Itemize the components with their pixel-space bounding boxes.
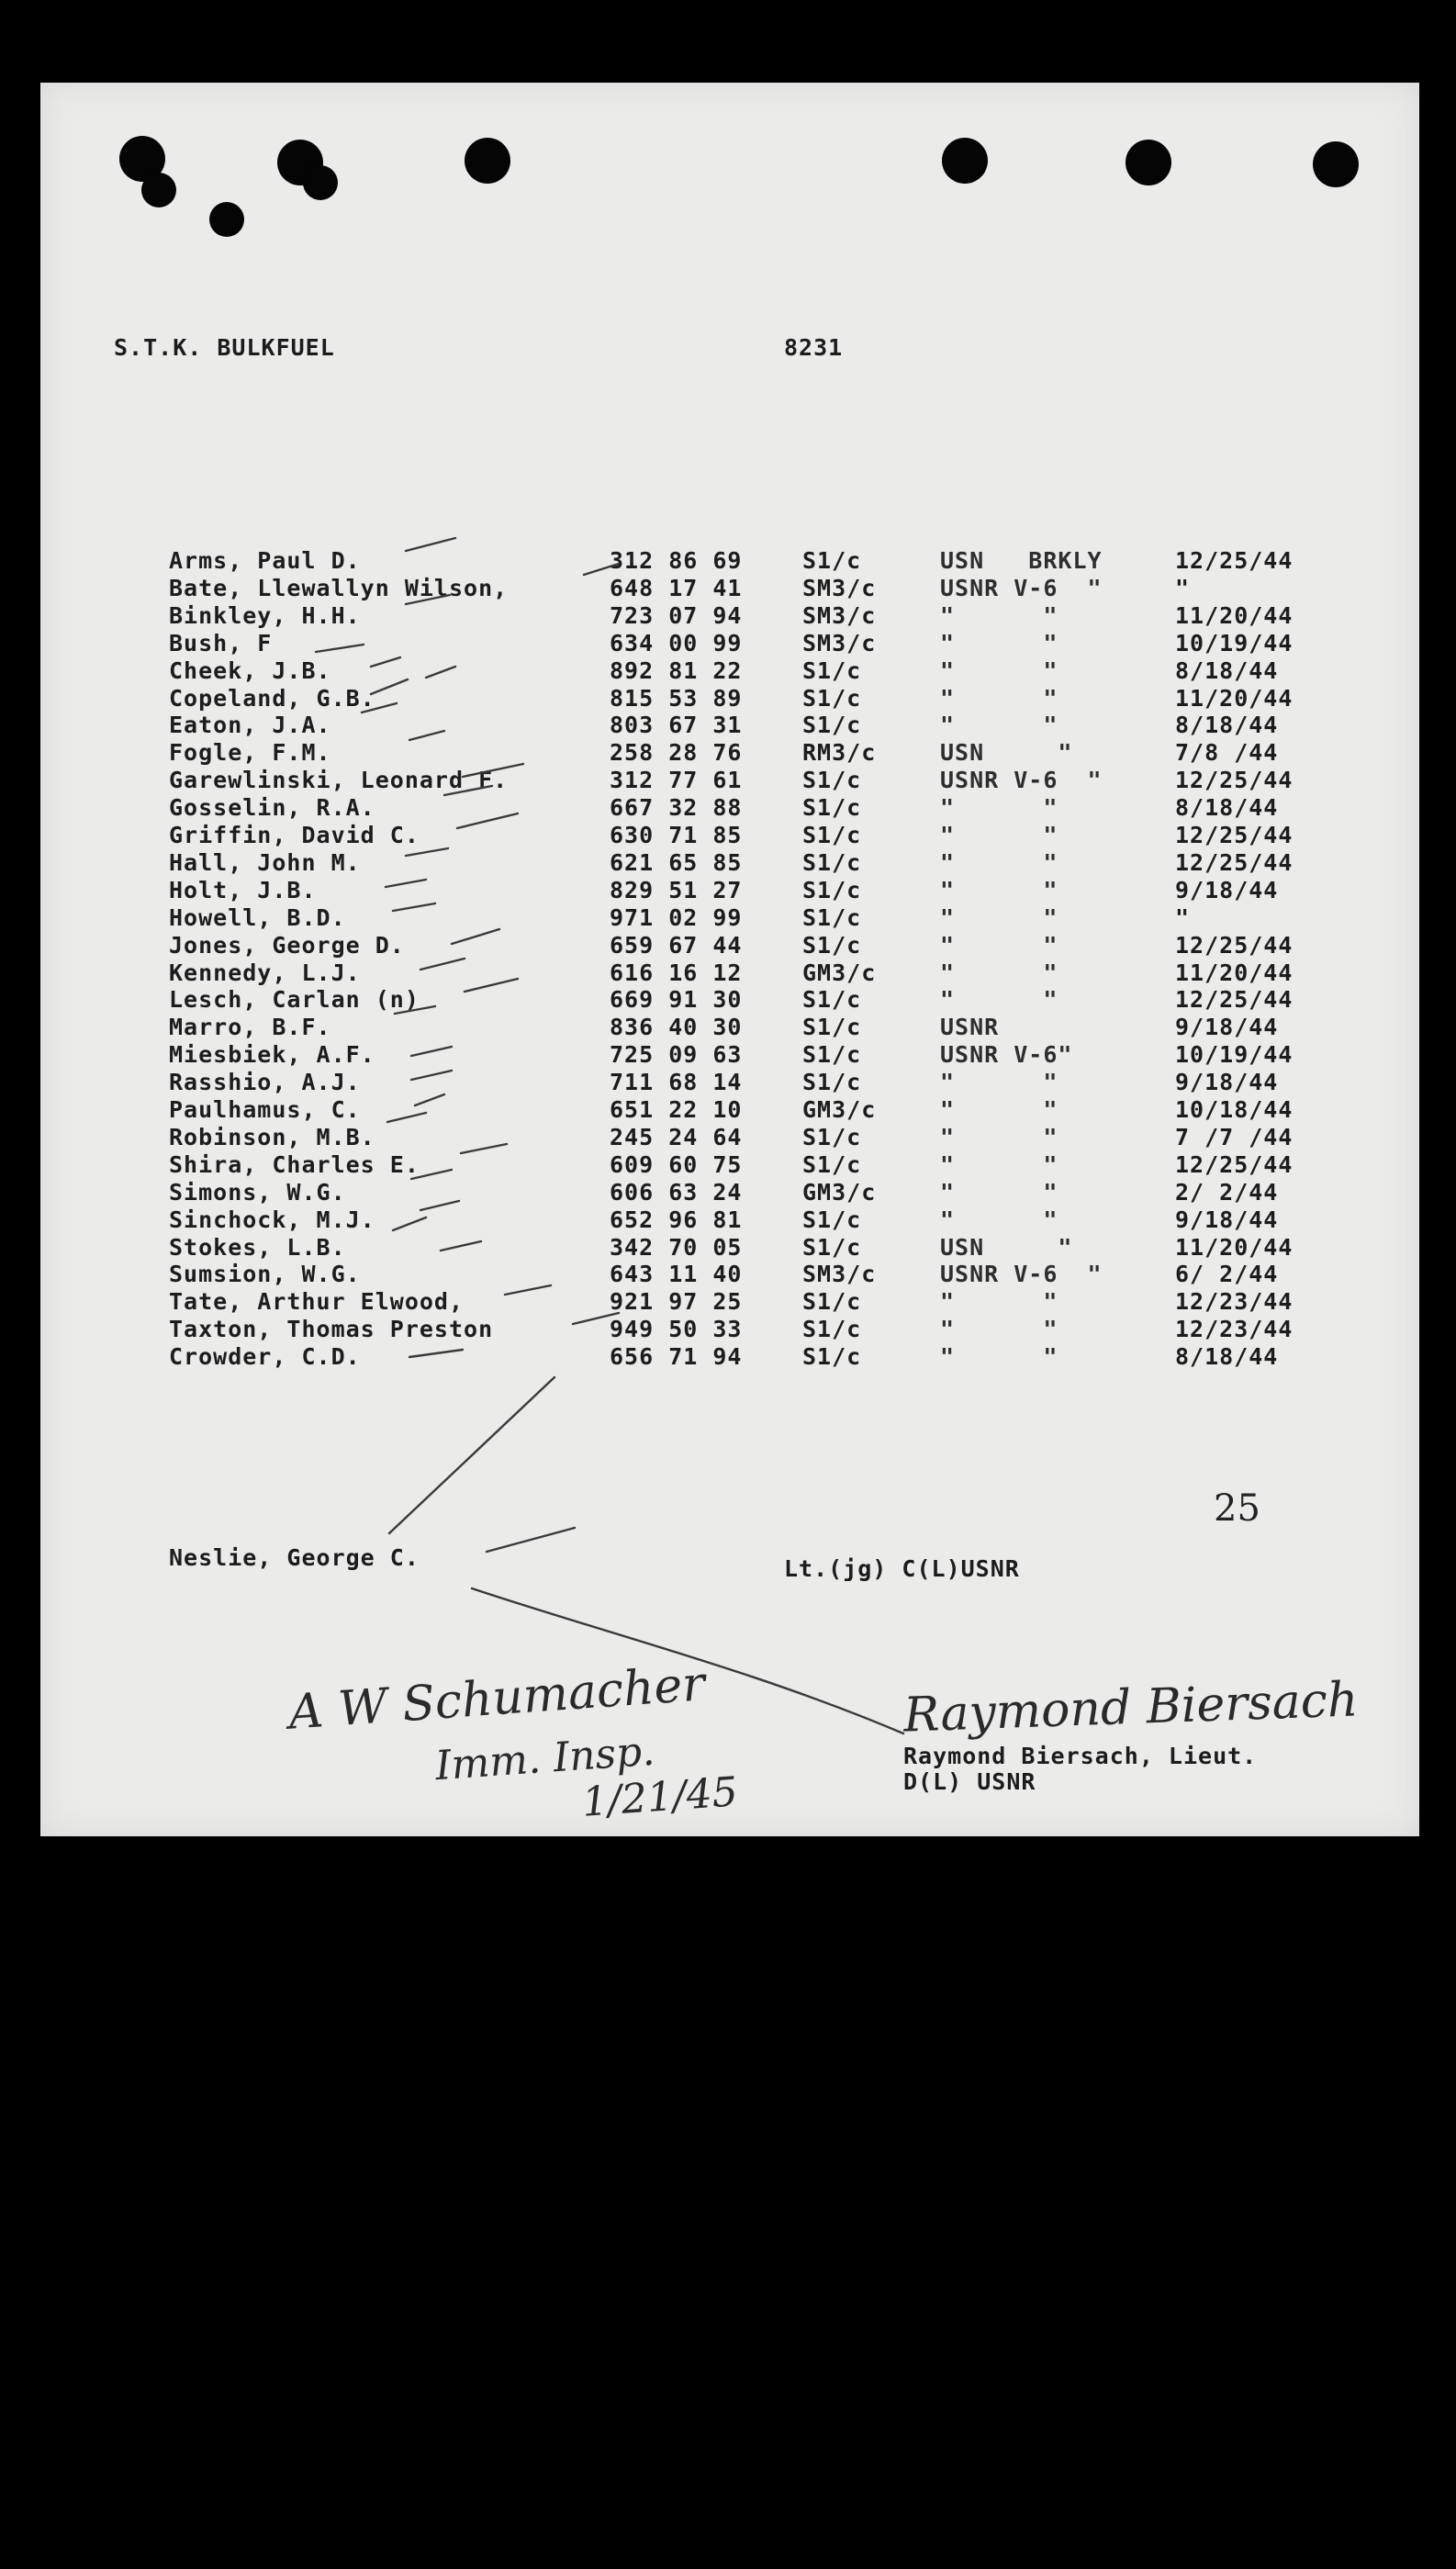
rating: S1/c	[802, 1288, 862, 1316]
rating: S1/c	[802, 712, 862, 739]
pen-check-marks	[40, 83, 1419, 1836]
service-number: 609 60 75	[610, 1150, 743, 1178]
service-branch: " "	[940, 986, 1058, 1014]
page-number: 25	[1214, 1487, 1260, 1530]
roster-name: Bate, Llewallyn Wilson,	[169, 574, 509, 601]
entry-date: 9/18/44	[1175, 876, 1279, 903]
entry-date: "	[1175, 574, 1191, 601]
roster-name: Fogle, F.M.	[169, 739, 331, 767]
service-branch: " "	[940, 1069, 1058, 1096]
service-number: 651 22 10	[610, 1096, 743, 1123]
signer-signature: Raymond Biersach	[902, 1672, 1360, 1744]
signer-typed-name: Raymond Biersach, Lieut.	[903, 1743, 1258, 1769]
entry-date: 12/23/44	[1175, 1316, 1294, 1343]
rating: S1/c	[802, 822, 862, 848]
service-number: 606 63 24	[610, 1178, 743, 1206]
service-branch: " "	[940, 1316, 1058, 1343]
entry-date: 8/18/44	[1175, 656, 1279, 684]
service-number: 829 51 27	[610, 876, 743, 903]
service-branch: " "	[940, 1206, 1058, 1233]
service-number: 836 40 30	[610, 1014, 743, 1041]
rating: S1/c	[802, 656, 862, 684]
service-branch: " "	[940, 822, 1058, 848]
rating: S1/c	[802, 684, 862, 712]
roster-name: Tate, Arthur Elwood,	[169, 1288, 465, 1316]
rating: S1/c	[802, 1069, 862, 1096]
officer-rank: Lt.(jg) C(L)USNR	[784, 1555, 1020, 1582]
entry-date: 12/23/44	[1175, 1288, 1294, 1316]
rating: S1/c	[802, 794, 862, 822]
service-branch: " "	[940, 629, 1058, 656]
service-number: 656 71 94	[610, 1343, 743, 1371]
roster-name: Gosselin, R.A.	[169, 794, 375, 822]
service-branch: " "	[940, 903, 1058, 931]
signer-typed-title: D(L) USNR	[903, 1768, 1036, 1795]
service-number: 312 86 69	[610, 547, 743, 574]
service-branch: USN "	[940, 739, 1073, 767]
service-number: 616 16 12	[610, 959, 743, 986]
rating: S1/c	[802, 1150, 862, 1178]
rating: GM3/c	[802, 959, 877, 986]
service-number: 258 28 76	[610, 739, 743, 767]
service-branch: " "	[940, 684, 1058, 712]
entry-date: 11/20/44	[1175, 684, 1294, 712]
service-number: 643 11 40	[610, 1261, 743, 1288]
rating: S1/c	[802, 1233, 862, 1261]
roster-name: Garewlinski, Leonard F.	[169, 767, 509, 794]
roster-name: Simons, W.G.	[169, 1178, 346, 1206]
entry-date: 9/18/44	[1175, 1069, 1279, 1096]
rating: S1/c	[802, 903, 862, 931]
service-number: 725 09 63	[610, 1041, 743, 1069]
entry-date: 10/19/44	[1175, 1041, 1294, 1069]
roster-name: Shira, Charles E.	[169, 1150, 420, 1178]
roster-name: Stokes, L.B.	[169, 1233, 346, 1261]
rating: GM3/c	[802, 1178, 877, 1206]
service-number: 815 53 89	[610, 684, 743, 712]
roster-name: Jones, George D.	[169, 931, 405, 959]
entry-date: 8/18/44	[1175, 712, 1279, 739]
entry-date: 10/19/44	[1175, 629, 1294, 656]
rating: S1/c	[802, 848, 862, 876]
roster-name: Copeland, G.B.	[169, 684, 375, 712]
rating: S1/c	[802, 986, 862, 1014]
service-branch: " "	[940, 959, 1058, 986]
entry-date: 7/8 /44	[1175, 739, 1279, 767]
service-branch: " "	[940, 931, 1058, 959]
service-number: 711 68 14	[610, 1069, 743, 1096]
service-number: 648 17 41	[610, 574, 743, 601]
rating: SM3/c	[802, 629, 877, 656]
service-number: 630 71 85	[610, 822, 743, 848]
service-branch: USN BRKLY	[940, 547, 1103, 574]
roster-name: Binkley, H.H.	[169, 601, 361, 629]
rating: GM3/c	[802, 1096, 877, 1123]
roster-name: Bush, F	[169, 629, 273, 656]
service-number: 659 67 44	[610, 931, 743, 959]
service-number: 667 32 88	[610, 794, 743, 822]
roster-name: Griffin, David C.	[169, 822, 420, 848]
roster-name: Lesch, Carlan (n)	[169, 986, 420, 1014]
service-number: 652 96 81	[610, 1206, 743, 1233]
entry-date: 9/18/44	[1175, 1206, 1279, 1233]
roster-name: Sinchock, M.J.	[169, 1206, 375, 1233]
entry-date: "	[1175, 903, 1191, 931]
service-branch: " "	[940, 601, 1058, 629]
unit-code: 8231	[784, 334, 844, 361]
service-number: 723 07 94	[610, 601, 743, 629]
service-branch: USNR V-6 "	[940, 574, 1103, 601]
roster-name: Robinson, M.B.	[169, 1123, 375, 1150]
rating: S1/c	[802, 1123, 862, 1150]
unit-heading: S.T.K. BULKFUEL	[114, 334, 335, 361]
officer-name: Neslie, George C.	[169, 1544, 420, 1571]
entry-date: 11/20/44	[1175, 601, 1294, 629]
entry-date: 12/25/44	[1175, 848, 1294, 876]
rating: S1/c	[802, 1206, 862, 1233]
entry-date: 12/25/44	[1175, 822, 1294, 848]
service-number: 621 65 85	[610, 848, 743, 876]
service-number: 949 50 33	[610, 1316, 743, 1343]
service-number: 634 00 99	[610, 629, 743, 656]
inspector-signature-date: 1/21/45	[580, 1768, 740, 1826]
inspector-signature-name: A W Schumacher	[286, 1656, 707, 1741]
roster-name: Eaton, J.A.	[169, 712, 331, 739]
entry-date: 12/25/44	[1175, 931, 1294, 959]
roster-name: Kennedy, L.J.	[169, 959, 361, 986]
service-branch: USNR V-6 "	[940, 767, 1103, 794]
rating: S1/c	[802, 1343, 862, 1371]
entry-date: 8/18/44	[1175, 794, 1279, 822]
service-branch: USNR V-6"	[940, 1041, 1073, 1069]
service-number: 245 24 64	[610, 1123, 743, 1150]
roster-name: Crowder, C.D.	[169, 1343, 361, 1371]
entry-date: 12/25/44	[1175, 1150, 1294, 1178]
roster-name: Sumsion, W.G.	[169, 1261, 361, 1288]
rating: SM3/c	[802, 601, 877, 629]
roster-name: Rasshio, A.J.	[169, 1069, 361, 1096]
roster-name: Taxton, Thomas Preston	[169, 1316, 494, 1343]
entry-date: 11/20/44	[1175, 1233, 1294, 1261]
service-branch: " "	[940, 1096, 1058, 1123]
rating: RM3/c	[802, 739, 877, 767]
entry-date: 11/20/44	[1175, 959, 1294, 986]
inspector-signature-title: Imm. Insp.	[433, 1727, 656, 1790]
entry-date: 6/ 2/44	[1175, 1261, 1279, 1288]
service-number: 312 77 61	[610, 767, 743, 794]
entry-date: 8/18/44	[1175, 1343, 1279, 1371]
service-branch: " "	[940, 876, 1058, 903]
roster-name: Cheek, J.B.	[169, 656, 331, 684]
service-branch: USNR	[940, 1014, 1073, 1041]
roster-name: Marro, B.F.	[169, 1014, 331, 1041]
service-branch: " "	[940, 1288, 1058, 1316]
entry-date: 10/18/44	[1175, 1096, 1294, 1123]
service-branch: " "	[940, 794, 1058, 822]
roster-name: Miesbiek, A.F.	[169, 1041, 375, 1069]
entry-date: 2/ 2/44	[1175, 1178, 1279, 1206]
rating: S1/c	[802, 1041, 862, 1069]
entry-date: 12/25/44	[1175, 986, 1294, 1014]
service-branch: " "	[940, 1150, 1058, 1178]
entry-date: 12/25/44	[1175, 767, 1294, 794]
service-branch: " "	[940, 848, 1058, 876]
entry-date: 7 /7 /44	[1175, 1123, 1294, 1150]
rating: SM3/c	[802, 574, 877, 601]
service-branch: " "	[940, 1343, 1058, 1371]
service-branch: " "	[940, 1178, 1058, 1206]
service-number: 892 81 22	[610, 656, 743, 684]
entry-date: 12/25/44	[1175, 547, 1294, 574]
rating: S1/c	[802, 767, 862, 794]
rating: S1/c	[802, 931, 862, 959]
roster-name: Holt, J.B.	[169, 876, 317, 903]
roster-name: Arms, Paul D.	[169, 547, 361, 574]
service-branch: USN "	[940, 1233, 1073, 1261]
service-number: 971 02 99	[610, 903, 743, 931]
roster-name: Paulhamus, C.	[169, 1096, 361, 1123]
service-branch: " "	[940, 712, 1058, 739]
service-branch: " "	[940, 656, 1058, 684]
rating: SM3/c	[802, 1261, 877, 1288]
document-page	[40, 83, 1419, 1836]
rating: S1/c	[802, 1316, 862, 1343]
service-number: 803 67 31	[610, 712, 743, 739]
roster-name: Hall, John M.	[169, 848, 361, 876]
service-number: 342 70 05	[610, 1233, 743, 1261]
rating: S1/c	[802, 1014, 862, 1041]
rating: S1/c	[802, 876, 862, 903]
service-number: 669 91 30	[610, 986, 743, 1014]
service-branch: USNR V-6 "	[940, 1261, 1103, 1288]
roster-name: Howell, B.D.	[169, 903, 346, 931]
service-number: 921 97 25	[610, 1288, 743, 1316]
entry-date: 9/18/44	[1175, 1014, 1279, 1041]
service-branch: " "	[940, 1123, 1058, 1150]
rating: S1/c	[802, 547, 862, 574]
